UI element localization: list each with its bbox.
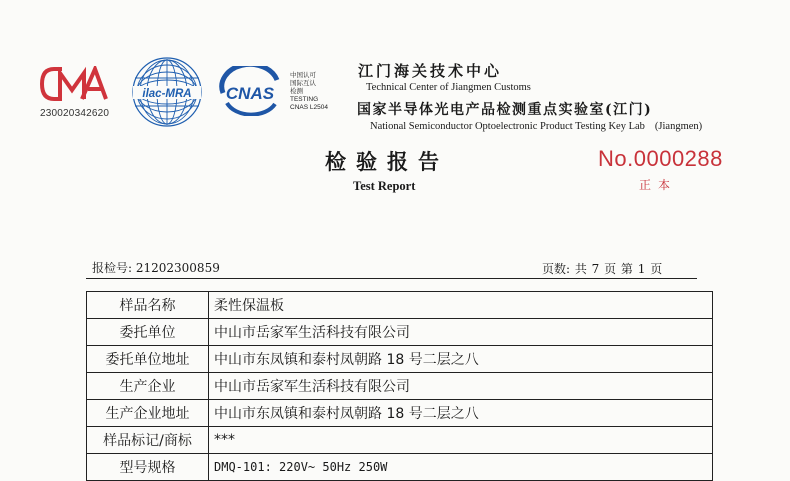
org-name-cn: 江门海关技术中心	[358, 62, 503, 80]
cma-logo	[40, 66, 108, 102]
table-row	[87, 454, 713, 481]
table-row	[87, 319, 713, 346]
cnas-logo-text: CNAS	[225, 84, 275, 103]
lab-name-en	[370, 121, 702, 132]
table-row	[87, 373, 713, 400]
report-title-en: Test Report	[353, 179, 416, 193]
original-copy-mark: 正本	[639, 178, 678, 192]
lab-name-cn: 国家半导体光电产品检测重点实验室(江门)	[357, 102, 653, 118]
ilac-logo-text: ilac-MRA	[142, 88, 192, 100]
cnas-line: 检测	[290, 88, 303, 95]
serial-number: No.0000288	[598, 146, 723, 171]
row-label: 型号规格	[87, 454, 209, 481]
row-value: ***	[209, 427, 713, 454]
page-count: 页数: 共 7 页 第 1 页	[542, 262, 663, 276]
row-value: 中山市东凤镇和泰村凤朝路 18 号二层之八	[209, 400, 713, 427]
lab-name-en-main: National Semiconductor Optoelectronic Product Testing Key Lab	[370, 121, 645, 132]
row-label: 委托单位	[87, 319, 209, 346]
report-title-cn: 检验报告	[325, 149, 449, 174]
org-name-en: Technical Center of Jiangmen Customs	[366, 82, 531, 93]
row-label: 委托单位地址	[87, 346, 209, 373]
row-value: 柔性保温板	[209, 292, 713, 319]
lab-name-en-city: (Jiangmen)	[654, 121, 703, 132]
table-row	[87, 400, 713, 427]
header-rule	[86, 278, 697, 279]
row-label: 样品标记/商标	[87, 427, 209, 454]
cnas-line: 国际互认	[290, 80, 316, 87]
row-value: DMQ-101: 220V~ 50Hz 250W	[209, 454, 713, 481]
row-label: 生产企业	[87, 373, 209, 400]
cnas-line: TESTING	[290, 96, 319, 103]
table-row	[87, 427, 713, 454]
ilac-mra-logo	[130, 56, 204, 128]
cnas-logo	[215, 66, 285, 116]
cnas-line: 中国认可	[290, 72, 316, 79]
row-label: 样品名称	[87, 292, 209, 319]
row-value: 中山市东凤镇和泰村凤朝路 18 号二层之八	[209, 346, 713, 373]
table-row	[87, 292, 713, 319]
cnas-line: CNAS L2504	[290, 104, 328, 111]
cnas-accreditation-text	[290, 72, 328, 112]
row-value: 中山市岳家军生活科技有限公司	[209, 373, 713, 400]
sample-info-table	[86, 291, 713, 481]
report-number: 报检号: 21202300859	[92, 261, 220, 275]
cma-number: 230020342620	[40, 108, 110, 119]
row-value: 中山市岳家军生活科技有限公司	[209, 319, 713, 346]
table-row	[87, 346, 713, 373]
row-label: 生产企业地址	[87, 400, 209, 427]
